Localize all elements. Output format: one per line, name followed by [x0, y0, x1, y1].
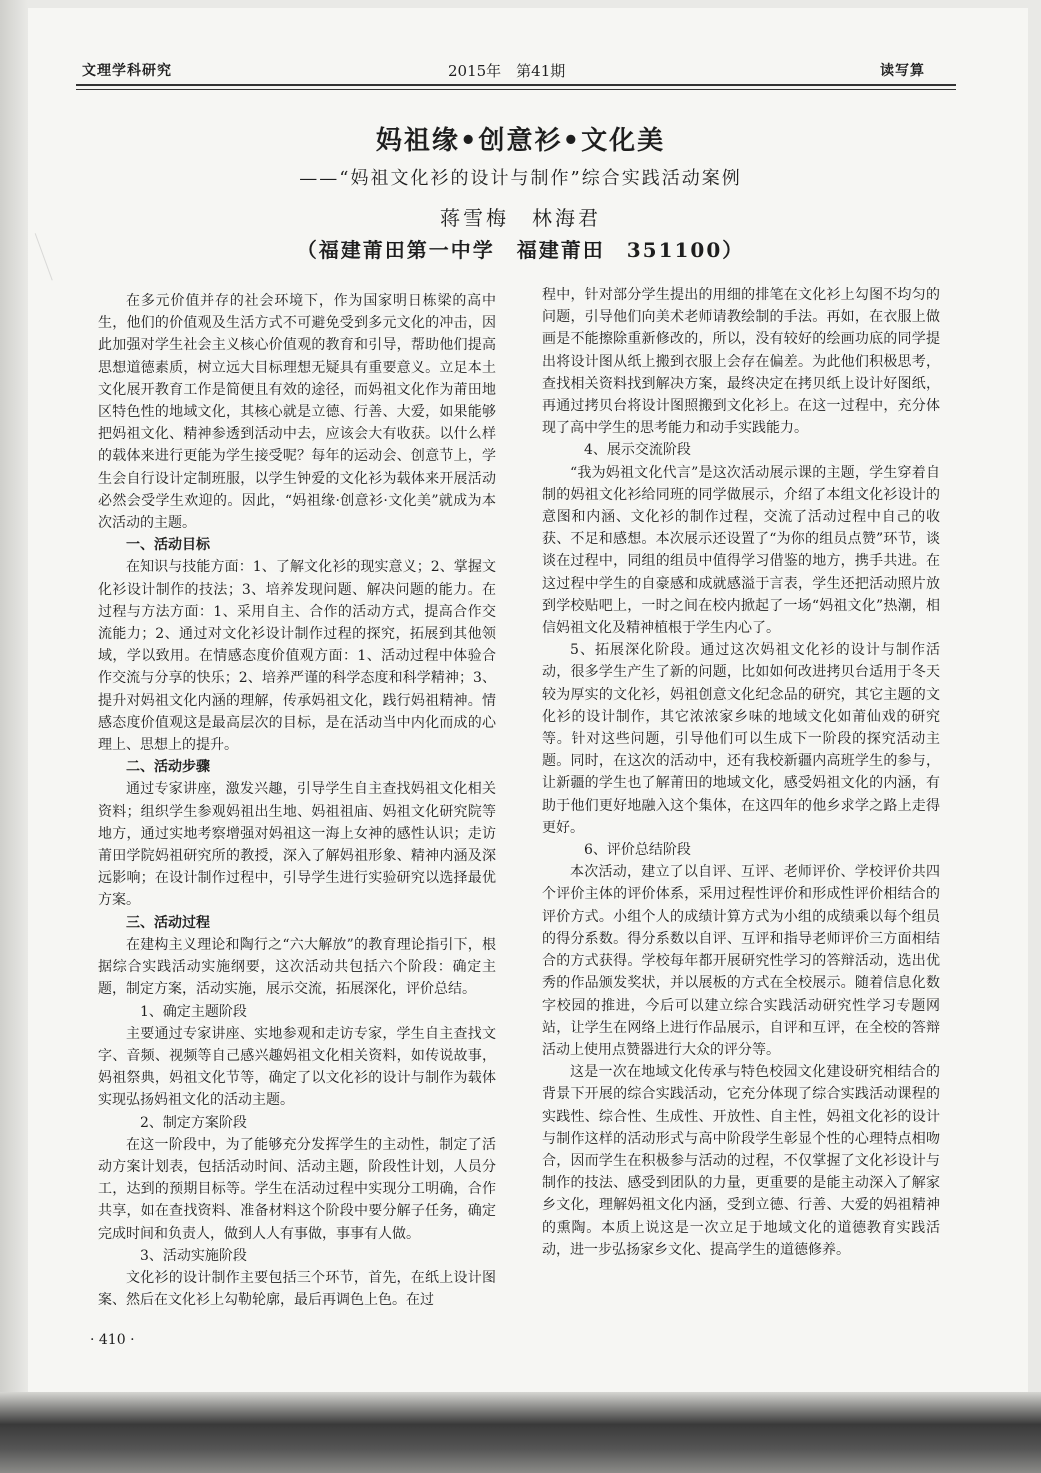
section-heading: 三、活动过程	[126, 914, 210, 931]
article-subtitle: ——“妈祖文化衫的设计与制作”综合实践活动案例	[299, 168, 742, 189]
body-paragraph: 在知识与技能方面：1、了解文化衫的现实意义；2、掌握文化衫设计制作的技法；3、培养发现问题、解决问题的能力。在过程与方法方面：1、采用自主、合作的活动方式，提高合作交流能力；2、通过对文化衫设计制作过程的探究，拓展到其他领域，学以致用。在情感态度价值观方面：1、活动过程中体验合作交流与分享的快乐；2、培养严谨的科学态度和科学精神；3、提升对妈祖文化内涵的理解，传承妈祖文化，践行妈祖精神。情感态度价值观这是最高层次的目标，是在活动当中内化而成的心理上、思想上的提升。	[98, 559, 496, 754]
body-paragraph: 主要通过专家讲座、实地参观和走访专家，学生自主查找文字、音频、视频等自己感兴趣妈祖文化相关资料，如传说故事，妈祖祭典，妈祖文化节等，确定了以文化衫的设计与制作为载体实现弘扬妈祖文化的活动主题。	[98, 1025, 496, 1109]
body-paragraph: 在这一阶段中，为了能够充分发挥学生的主动性，制定了活动方案计划表，包括活动时间、活动主题，阶段性计划，人员分工，达到的预期目标等。学生在活动过程中实现分工明确，合作共享，如在查找资料、准备材料这个阶段中要分解子任务，确定完成时间和负责人，做到人人有事做，事事有人做。	[98, 1136, 496, 1242]
column-name: 读写算	[880, 63, 925, 79]
subsection-heading: 1、确定主题阶段	[140, 1003, 247, 1020]
article-authors: 蒋雪梅 林海君	[440, 206, 601, 230]
article-title: 妈祖缘•创意衫•文化美	[375, 126, 666, 156]
subsection-heading: 6、评价总结阶段	[584, 842, 691, 859]
subsection-heading: 2、制定方案阶段	[140, 1114, 247, 1131]
left-column	[98, 290, 496, 1311]
right-column	[542, 284, 940, 1261]
body-paragraph: 本次活动，建立了以自评、互评、老师评价、学校评价共四个评价主体的评价体系，采用过程性评价和形成性评价相结合的评价方式。小组个人的成绩计算方式为小组的成绩乘以每个组员的得分系数。得分系数以自评、互评和指导老师评价三方面相结合的方式获得。学校每年都开展研究性学习的答辩活动，选出优秀的作品颁发奖状，并以展板的方式在全校展示。随着信息化数字校园的推进，今后可以建立综合实践活动研究性学习专题网站，让学生在网络上进行作品展示，自评和互评，在全校的答辩活动上使用点赞器进行大众的评分等。	[542, 864, 940, 1058]
body-paragraph: 5、拓展深化阶段。通过这次妈祖文化衫的设计与制作活动，很多学生产生了新的问题，比如如何改进拷贝台适用于冬天较为厚实的文化衫，妈祖创意文化纪念品的研究，其它主题的文化衫的设计制作，其它浓浓家乡味的地域文化如莆仙戏的研究等。针对这些问题，引导他们可以生成下一阶段的探究活动主题。同时，在这次的活动中，还有我校新疆内高班学生的参与，让新疆的学生也了解莆田的地域文化，感受妈祖文化的内涵，有助于他们更好地融入这个集体，在这四年的他乡求学之路上走得更好。	[542, 642, 940, 836]
header-rule-thick	[76, 84, 956, 86]
scan-edge-bottom	[0, 1392, 1041, 1473]
subsection-heading: 4、展示交流阶段	[584, 442, 691, 459]
article-affiliation: （福建莆田第一中学 福建莆田 351100）	[296, 238, 745, 262]
section-heading: 二、活动步骤	[126, 759, 210, 776]
body-paragraph: 文化衫的设计制作主要包括三个环节，首先，在纸上设计图案、然后在文化衫上勾勒轮廓，最后再调色上色。在过	[98, 1269, 496, 1309]
header-rule-thin	[76, 89, 956, 90]
issue-info: 2015年 第41期	[448, 62, 566, 80]
journal-name: 文理学科研究	[82, 63, 172, 79]
body-paragraph: 这是一次在地域文化传承与特色校园文化建设研究相结合的背景下开展的综合实践活动，它充分体现了综合实践活动课程的实践性、综合性、生成性、开放性、自主性，妈祖文化衫的设计与制作这样的活动形式与高中阶段学生彰显个性的心理特点相吻合，因而学生在积极参与活动的过程，不仅掌握了文化衫设计与制作的技法、感受到团队的力量，更重要的是能主动深入了解家乡文化，理解妈祖文化内涵，受到立德、行善、大爱的妈祖精神的熏陶。本质上说这是一次立足于地域文化的道德教育实践活动，进一步弘扬家乡文化、提高学生的道德修养。	[542, 1064, 940, 1258]
page-number: · 410 ·	[90, 1332, 135, 1348]
subsection-heading: 3、活动实施阶段	[140, 1247, 247, 1264]
section-heading: 一、活动目标	[126, 537, 210, 554]
body-paragraph: 通过专家讲座，激发兴趣，引导学生自主查找妈祖文化相关资料；组织学生参观妈祖出生地、妈祖祖庙、妈祖文化研究院等地方，通过实地考察增强对妈祖这一海上女神的感性认识；走访莆田学院妈祖研究所的教授，深入了解妈祖形象、精神内涵及深远影响；在设计制作过程中，引导学生进行实验研究以选择最优方案。	[98, 781, 496, 909]
body-paragraph: 在多元价值并存的社会环境下，作为国家明日栋梁的高中生，他们的价值观及生活方式不可避免受到多元文化的冲击，因此加强对学生社会主义核心价值观的教育和引导，帮助他们提高思想道德素质，树立远大目标理想无疑具有重要意义。立足本土文化展开教育工作是简便且有效的途径，而妈祖文化作为莆田地区特色性的地域文化，其核心就是立德、行善、大爱，如果能够把妈祖文化、精神参透到活动中去，应该会大有收获。以什么样的载体来进行更能为学生接受呢？每年的运动会、创意节上，学生会自行设计定制班服，以学生钟爱的文化衫为载体来开展活动必然会受学生欢迎的。因此，“妈祖缘·创意衫·文化美”就成为本次活动的主题。	[98, 293, 496, 532]
body-paragraph: “我为妈祖文化代言”是这次活动展示课的主题，学生穿着自制的妈祖文化衫给同班的同学做展示，介绍了本组文化衫设计的意图和内涵、文化衫的制作过程，交流了活动过程中自己的收获、不足和感想。本次展示还设置了“为你的组员点赞”环节，谈谈在过程中，同组的组员中值得学习借鉴的地方，携手共进。在这过程中学生的自豪感和成就感溢于言表，学生还把活动照片放到学校贴吧上，一时之间在校内掀起了一场“妈祖文化”热潮，相信妈祖文化及精神植根于学生内心了。	[542, 464, 940, 637]
body-paragraph: 在建构主义理论和陶行之“六大解放”的教育理论指引下，根据综合实践活动实施纲要，这次活动共包括六个阶段：确定主题，制定方案，活动实施，展示交流，拓展深化，评价总结。	[98, 936, 496, 998]
body-paragraph: 程中，针对部分学生提出的用细的排笔在文化衫上勾图不均匀的问题，引导他们向美术老师请教绘制的手法。再如，在衣服上做画是不能擦除重新修改的，所以，没有较好的绘画功底的同学提出将设计图从纸上搬到衣服上会存在偏差。为此他们积极思考，查找相关资料找到解决方案，最终决定在拷贝纸上设计好图纸，再通过拷贝台将设计图照搬到文化衫上。在这一过程中，充分体现了高中学生的思考能力和动手实践能力。	[542, 287, 940, 437]
